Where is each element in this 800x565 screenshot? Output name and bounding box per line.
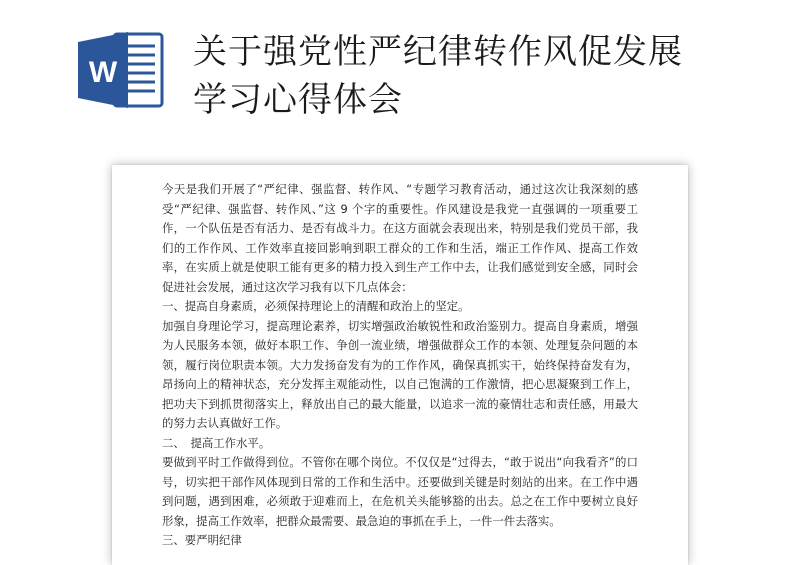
section-heading-3: 三、要严明纪律 (162, 533, 242, 547)
page-title-line-1: 关于强党性严纪律转作风促发展 (193, 32, 683, 72)
section-heading-1: 一、提高自身素质，必须保持理论上的清醒和政治上的坚定。 (162, 299, 470, 313)
page-title (193, 28, 783, 124)
header (0, 0, 800, 150)
page-title-line-2: 学习心得体会 (193, 80, 403, 120)
word-icon-letter: W (88, 56, 118, 89)
word-document-icon (78, 30, 164, 110)
document-page-preview (112, 165, 688, 565)
paragraph-intro: 今天是我们开展了“严纪律、强监督、转作风、“专题学习教育活动，通过这次让我深刻的感受“严纪律、强监督、转作风、”这 9 个字的重要性。作风建设是我党一直强调的一项重要工作，一个队伍是否有活力、是否有战斗力。在这方面就会表现出来，特别是我们党员干部，我们的工作作风、工作效率直接回影响到职工群众的工作和生活，端正工作作风、提高工作效率，在实质上就是使职工能有更多的精力投入到生产工作中去，让我们感觉到安全感，同时会促进社会发展，通过这次学习我有以下几点体会： (162, 182, 638, 294)
paragraph-section-2: 要做到平时工作做得到位。不管你在哪个岗位。不仅仅是“过得去，“敢于说出“向我看齐”的口号，切实把干部作风体现到日常的工作和生活中。还要做到关键是时刻站的出来。在工作中遇到问题，遇到困难，必须敢于迎难而上，在危机关头能够豁的出去。总之在工作中要树立良好形象，提高工作效率，把群众最需要、最急迫的事抓在手上，一件一件去落实。 (162, 455, 638, 528)
section-heading-2: 二、 提高工作水平。 (162, 435, 271, 450)
paragraph-section-1: 加强自身理论学习，提高理论素养，切实增强政治敏锐性和政治鉴别力。提高自身素质，增强为人民服务本领，做好本职工作、争创一流业绩，增强做群众工作的本领、处理复杂问题的本领，履行岗位职责本领。大力发扬奋发有为的工作作风，确保真抓实干，始终保持奋发有为，昂扬向上的精神状态，充分发挥主观能动性，以自己饱满的工作激情，把心思凝聚到工作上，把功夫下到抓贯彻落实上，释放出自己的最大能量，以追求一流的豪情壮志和责任感，用最大的努力去认真做好工作。 (162, 318, 638, 430)
document-body (162, 180, 638, 551)
